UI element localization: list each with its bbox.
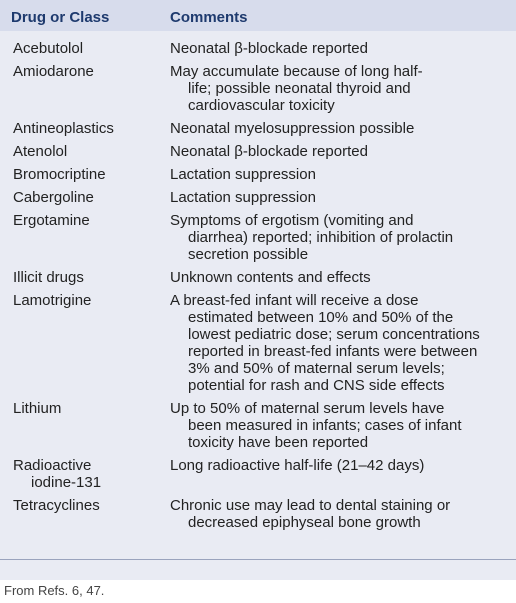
- comment-line: May accumulate because of long half-: [170, 63, 423, 80]
- drug-name: [13, 292, 163, 309]
- comment: [170, 269, 505, 286]
- comment-line: secretion possible: [188, 246, 309, 263]
- comment: [170, 292, 505, 394]
- drug-name: [13, 212, 163, 229]
- comment: [170, 40, 505, 57]
- comment: [170, 457, 505, 474]
- table-header: [0, 0, 516, 31]
- comment-line: Chronic use may lead to dental staining or: [170, 497, 451, 514]
- comment-line: lowest pediatric dose; serum concentrations: [188, 326, 480, 343]
- drug-name-line: Ergotamine: [13, 212, 90, 229]
- comment-line: toxicity have been reported: [188, 434, 369, 451]
- comment-line: Up to 50% of maternal serum levels have: [170, 400, 445, 417]
- drug-name: [13, 189, 163, 206]
- comment-line: potential for rash and CNS side effects: [188, 377, 445, 394]
- comment: [170, 400, 505, 451]
- drug-name-line: Illicit drugs: [13, 269, 84, 286]
- drug-name-line: Amiodarone: [13, 63, 94, 80]
- comment-line: estimated between 10% and 50% of the: [188, 309, 454, 326]
- drug-name-line: Atenolol: [13, 143, 68, 160]
- drug-name: [13, 120, 163, 137]
- drug-name: [13, 400, 163, 417]
- drug-name: [13, 497, 163, 514]
- comment-line: diarrhea) reported; inhibition of prolactin: [188, 229, 454, 246]
- comment: [170, 63, 505, 114]
- table-bottom-rule: [0, 559, 516, 560]
- comment-line: Neonatal β-blockade reported: [170, 40, 368, 57]
- comment: [170, 497, 505, 531]
- drug-name-line: Cabergoline: [13, 189, 94, 206]
- drug-name-line: Lamotrigine: [13, 292, 92, 309]
- comment: [170, 212, 505, 263]
- comment: [170, 166, 505, 183]
- header-drug-or-class: Drug or Class: [11, 9, 110, 26]
- comment-line: A breast-fed infant will receive a dose: [170, 292, 419, 309]
- drug-name-line: Lithium: [13, 400, 62, 417]
- comment-line: Lactation suppression: [170, 166, 316, 183]
- drug-name: [13, 143, 163, 160]
- drug-name-line: Radioactive: [13, 457, 92, 474]
- source-note: From Refs. 6, 47.: [4, 583, 105, 598]
- comment-line: Long radioactive half-life (21–42 days): [170, 457, 425, 474]
- comment-line: decreased epiphyseal bone growth: [188, 514, 421, 531]
- comment-line: reported in breast-fed infants were between: [188, 343, 478, 360]
- comment-line: Lactation suppression: [170, 189, 316, 206]
- comment-line: 3% and 50% of maternal serum levels;: [188, 360, 445, 377]
- comment-line: Neonatal β-blockade reported: [170, 143, 368, 160]
- comment: [170, 143, 505, 160]
- drug-name-line: iodine-131: [31, 474, 102, 491]
- comment-line: life; possible neonatal thyroid and: [188, 80, 411, 97]
- comment-line: Symptoms of ergotism (vomiting and: [170, 212, 414, 229]
- comment-line: cardiovascular toxicity: [188, 97, 335, 114]
- drug-name: [13, 166, 163, 183]
- drug-name-line: Tetracyclines: [13, 497, 100, 514]
- comment: [170, 120, 505, 137]
- comment-line: Unknown contents and effects: [170, 269, 371, 286]
- comment: [170, 189, 505, 206]
- comment-line: Neonatal myelosuppression possible: [170, 120, 415, 137]
- drug-name: [13, 457, 163, 491]
- comment-line: been measured in infants; cases of infant: [188, 417, 462, 434]
- drug-name: [13, 269, 163, 286]
- drug-name: [13, 63, 163, 80]
- drug-name-line: Acebutolol: [13, 40, 84, 57]
- drug-name: [13, 40, 163, 57]
- drug-name-line: Bromocriptine: [13, 166, 106, 183]
- header-comments: Comments: [170, 9, 248, 26]
- drug-name-line: Antineoplastics: [13, 120, 114, 137]
